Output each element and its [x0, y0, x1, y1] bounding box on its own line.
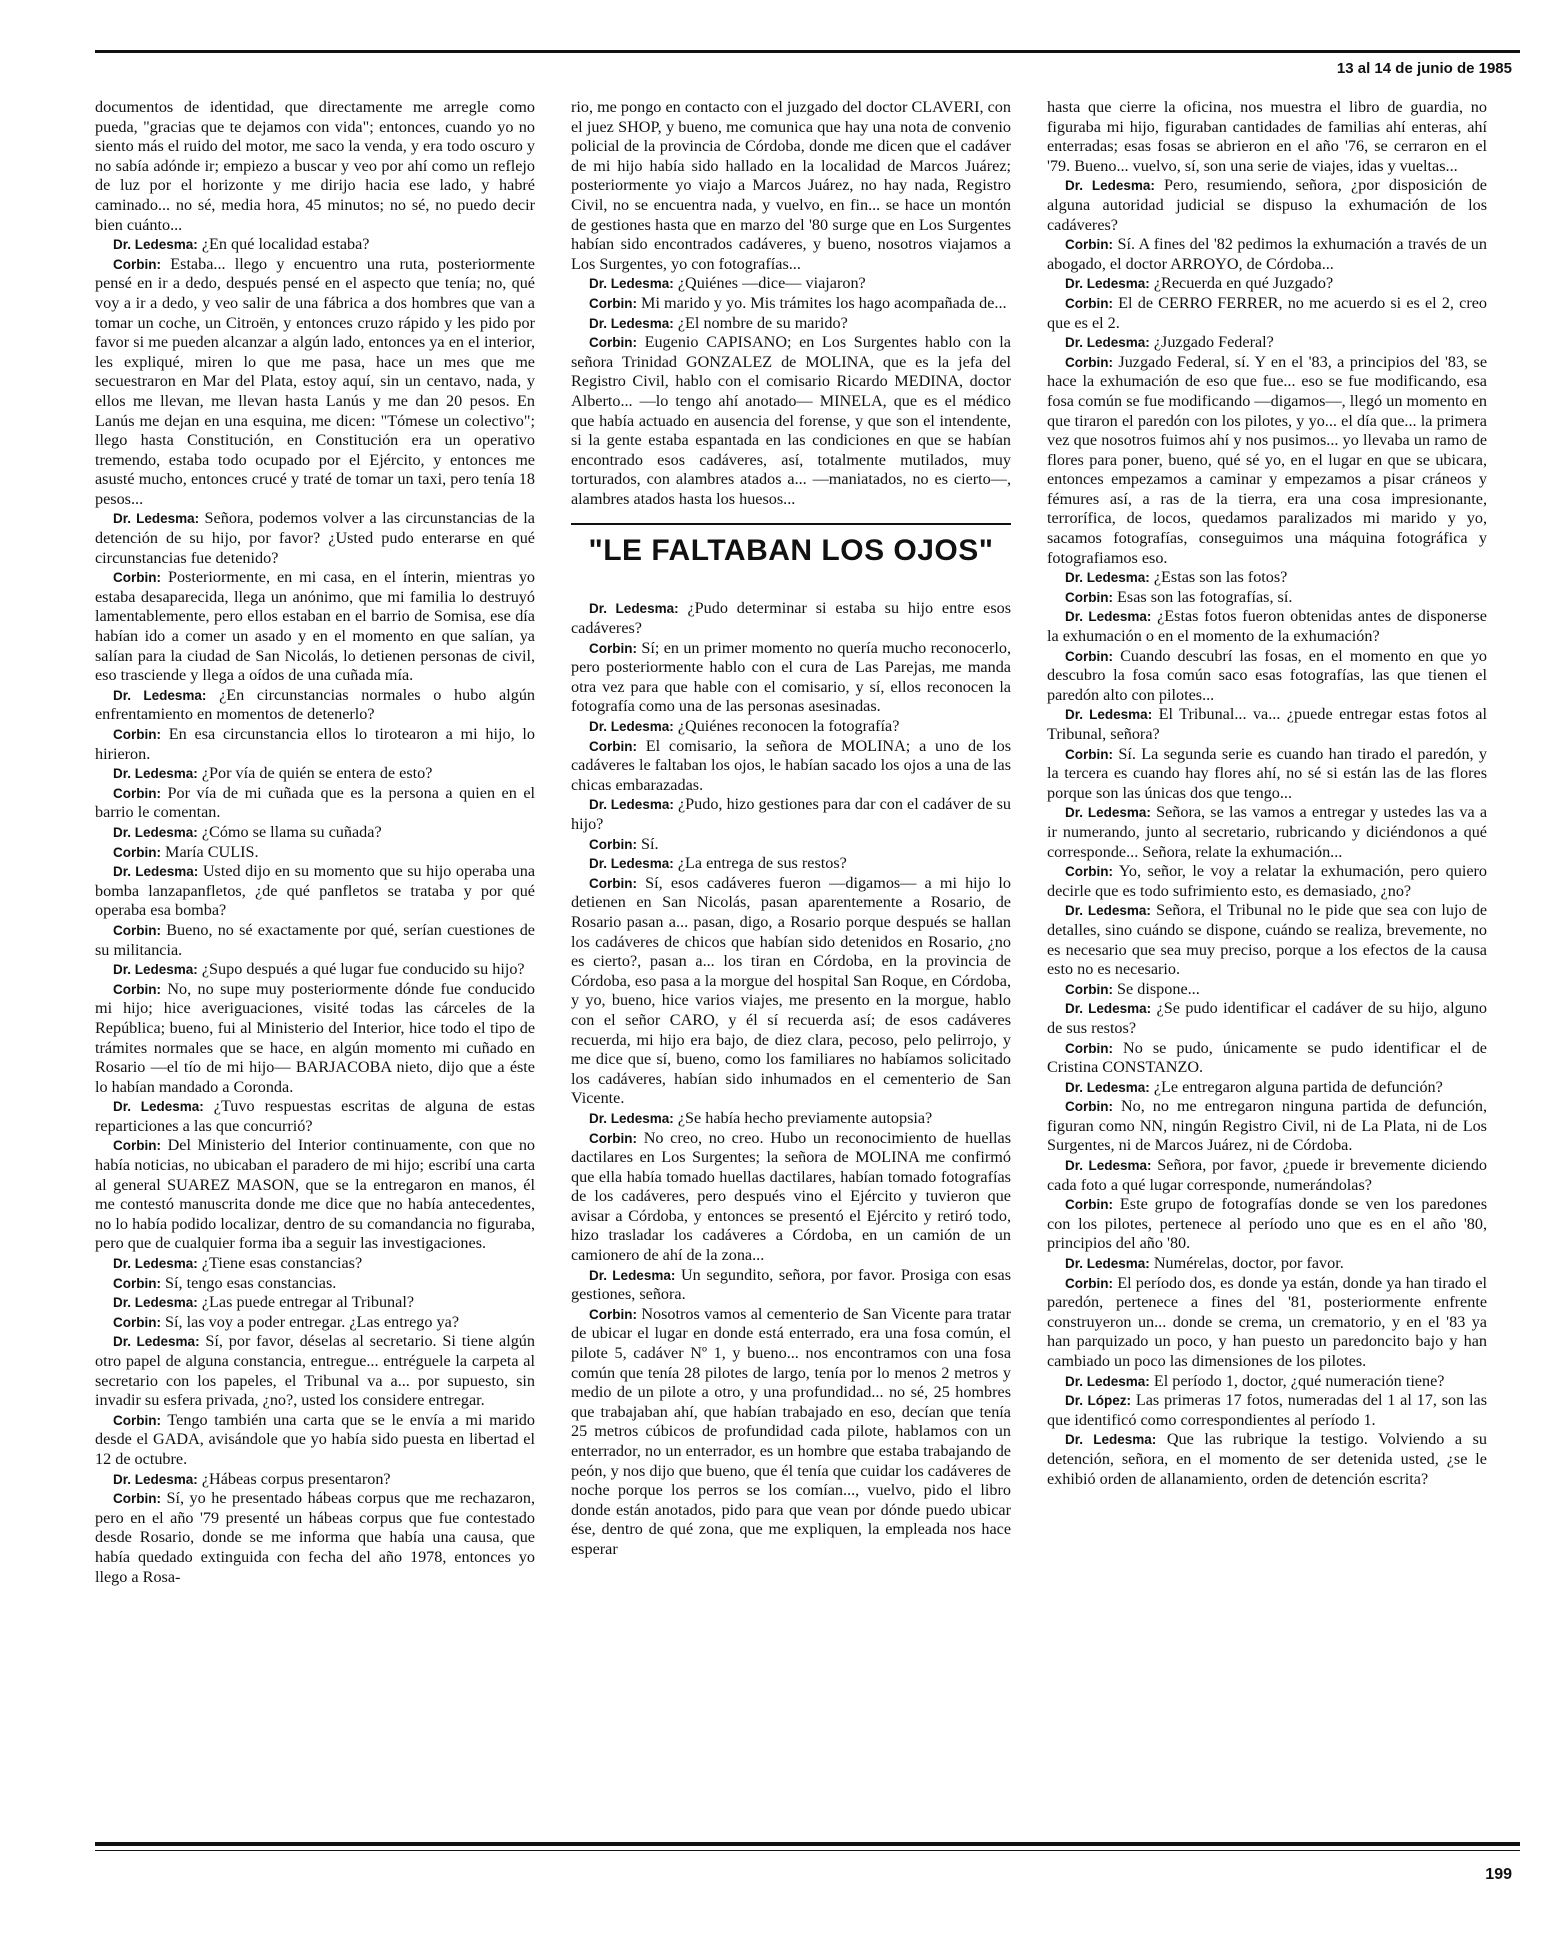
speaker-label: Corbin:: [1065, 295, 1113, 311]
speaker-label: Corbin:: [113, 1412, 161, 1428]
paragraph-text: Usted dijo en su momento que su hijo operaba una bomba lanzapanfletos, ¿de qué panfletos se trataba y por qué operaba esa bomba?: [95, 862, 535, 920]
paragraph-text: El de CERRO FERRER, no me acuerdo si es el 2, creo que es el 2.: [1047, 293, 1487, 332]
speaker-label: Dr. Ledesma:: [1065, 1373, 1150, 1389]
paragraph-text: Señora, por favor, ¿puede ir brevemente diciendo cada foto a qué lugar corresponde, numerándolas?: [1047, 1156, 1487, 1194]
speaker-label: Dr. Ledesma:: [589, 276, 674, 292]
paragraph-text: ¿En circunstancias normales o hubo algún enfrentamiento en momentos de detenerlo?: [95, 685, 535, 724]
speaker-label: Dr. López:: [1065, 1393, 1132, 1409]
paragraph-text: En esa circunstancia ellos lo tirotearon a mi hijo, lo hirieron.: [95, 725, 535, 763]
top-rule: [95, 50, 1520, 53]
speaker-label: Dr. Ledesma:: [1065, 609, 1152, 625]
paragraph-text: María CULIS.: [165, 842, 259, 861]
speaker-label: Dr. Ledesma:: [113, 687, 207, 703]
speaker-label: Corbin:: [113, 570, 161, 586]
speaker-label: Corbin:: [589, 836, 637, 852]
speaker-label: Corbin:: [589, 1306, 637, 1322]
speaker-label: Corbin:: [113, 981, 161, 997]
speaker-label: Corbin:: [589, 640, 637, 656]
paragraph-text: Yo, señor, le voy a relatar la exhumación, pero quiero decirle que es todo sufrimiento esto, es demasiado, ¿no?: [1047, 862, 1487, 900]
paragraph-text: ¿Supo después a qué lugar fue conducido su hijo?: [201, 960, 525, 979]
transcript-paragraph: [1047, 235, 1487, 274]
speaker-label: Corbin:: [1065, 589, 1113, 605]
speaker-label: Corbin:: [1065, 1275, 1113, 1291]
header-date: 13 al 14 de junio de 1985: [1336, 60, 1512, 77]
speaker-label: Corbin:: [1065, 648, 1113, 664]
transcript-paragraph: [571, 1109, 1011, 1129]
speaker-label: Corbin:: [113, 1314, 161, 1330]
column-3: [1047, 98, 1487, 1838]
paragraph-text: El período 1, doctor, ¿qué numeración tiene?: [1153, 1371, 1445, 1390]
paragraph-text: Se dispone...: [1117, 979, 1200, 998]
paragraph-text: Las primeras 17 fotos, numeradas del 1 al 17, son las que identificó como correspondientes al período 1.: [1047, 1391, 1487, 1429]
paragraph-text: ¿En qué localidad estaba?: [201, 235, 370, 254]
paragraph-text: Sí. A fines del '82 pedimos la exhumación a través de un abogado, el doctor ARROYO, de Córdoba...: [1047, 235, 1487, 273]
transcript-paragraph: [95, 725, 535, 764]
transcript-paragraph: [1047, 1195, 1487, 1254]
transcript-paragraph: [1047, 176, 1487, 235]
paragraph-text: ¿Pudo, hizo gestiones para dar con el cadáver de su hijo?: [571, 795, 1011, 833]
transcript-paragraph: [571, 1129, 1011, 1266]
transcript-paragraph: [571, 717, 1011, 737]
paragraph-text: hasta que cierre la oficina, nos muestra el libro de guardia, no figuraba mi hijo, figuraban cantidades de familias ahí enteras, ahí enterradas; esas fosas se abrieron en el año '76, se cerraron en el '79. Bueno... vuelvo, sí, son una serie de viajes, idas y vueltas...: [1047, 98, 1487, 175]
speaker-label: Dr. Ledesma:: [1065, 1432, 1157, 1448]
transcript-paragraph: [571, 874, 1011, 1109]
paragraph-text: ¿Pudo determinar si estaba su hijo entre esos cadáveres?: [571, 599, 1011, 638]
paragraph-text: Sí, yo he presentado hábeas corpus que me rechazaron, pero en el año '79 presenté un hábeas corpus que fue contestado desde Rosario, donde se me informa que había una causa, que había quedado extinguida con fecha del año 1978, entonces yo llego a Rosa-: [95, 1489, 535, 1586]
transcript-paragraph: [1047, 333, 1487, 353]
transcript-paragraph: [95, 823, 535, 843]
transcript-paragraph: [95, 1313, 535, 1333]
speaker-label: Dr. Ledesma:: [113, 824, 198, 840]
speaker-label: Dr. Ledesma:: [113, 864, 199, 880]
paragraph-text: Estaba... llego y encuentro una ruta, posteriormente pensé en ir a dedo, después pensé en el aspecto que tenía; no, qué voy a ir a dedo, y veo salir de una fábrica a dos hombres que van a tomar un coche, un Citroën, y entonces cruzo rápido y les pido por favor si me pueden alcanzar a algún lado, entonces ya en el interior, les expliqué, miren lo que me pasa, hace un mes que me secuestraron en Mar del Plata, estoy aquí, sin un centavo, nada, y ellos me llevan, me llevan hasta Lanús y me dan 20 pesos. En Lanús me dejan en una esquina, me dicen: "Tómese un colectivo"; llego hasta Constitución, en Constitución era un operativo tremendo, estaba todo ocupado por el Ejército, y entonces me asusté mucho, entonces crucé y traté de tomar un taxi, pero tenía 18 pesos...: [95, 254, 535, 508]
transcript-paragraph: [1047, 1097, 1487, 1156]
paragraph-text: ¿Cómo se llama su cuñada?: [201, 822, 382, 841]
transcript-paragraph: [571, 1266, 1011, 1305]
paragraph-text: Bueno, no sé exactamente por qué, serían cuestiones de su militancia.: [95, 920, 535, 959]
speaker-label: Dr. Ledesma:: [1065, 335, 1150, 351]
transcript-paragraph: [95, 1411, 535, 1470]
transcript-paragraph: [1047, 1039, 1487, 1078]
speaker-label: Dr. Ledesma:: [113, 1099, 204, 1115]
paragraph-text: Numérelas, doctor, por favor.: [1153, 1254, 1344, 1273]
transcript-paragraph: [1047, 1254, 1487, 1274]
transcript-paragraph: [1047, 294, 1487, 333]
speaker-label: Corbin:: [1065, 981, 1113, 997]
paragraph-text: El período dos, es donde ya están, donde ya han tirado el paredón, pertenece a fines del '81, posteriormente enfrente construyeron un... donde se crema, un crematorio, y en el '83 ya han parquizado un poco, y han puesto un paredoncito bajo y han cambiado un poco las dimensiones de los pilotes.: [1047, 1273, 1487, 1370]
transcript-paragraph: [1047, 607, 1487, 646]
transcript-paragraph: [95, 255, 535, 510]
transcript-paragraph: [1047, 705, 1487, 744]
speaker-label: Corbin:: [113, 1138, 161, 1154]
speaker-label: Dr. Ledesma:: [1065, 1001, 1152, 1017]
transcript-paragraph: [95, 862, 535, 921]
paragraph-text: documentos de identidad, que directamente me arregle como pueda, "gracias que te dejamos con vida"; entonces, cuando yo no siento más el ruido del motor, me saco la venda, y era todo oscuro y no sabía adónde ir; empiezo a buscar y veo por ahí como un reflejo de luz por el horizonte y me dirijo hacia ese lado, y habré caminado... no sé, media hora, 45 minutos; no sé, no puedo decir bien cuánto...: [95, 98, 535, 234]
transcript-paragraph: [95, 980, 535, 1098]
paragraph-text: Sí, por favor, déselas al secretario. Si tiene algún otro papel de alguna constancia, entregue... entréguele la carpeta al secretario con los papeles, el Tribunal va a... por supuesto, sin invadir su esfera privada, ¿no?, usted los considere entregar.: [95, 1332, 535, 1410]
speaker-label: Dr. Ledesma:: [589, 1110, 674, 1126]
section-title: "LE FALTABAN LOS OJOS": [588, 534, 994, 568]
paragraph-text: Señora, se las vamos a entregar y ustedes las va a ir numerando, junto al secretario, rubricando y diciéndonos a qué corresponde... Señora, relate la exhumación...: [1047, 803, 1487, 861]
speaker-label: Dr. Ledesma:: [113, 766, 198, 782]
transcript-paragraph: [571, 98, 1011, 274]
transcript-paragraph: [571, 737, 1011, 796]
column-2: [571, 98, 1011, 1838]
paragraph-text: Sí, las voy a poder entregar. ¿Las entrego ya?: [165, 1312, 460, 1331]
transcript-paragraph: [571, 333, 1011, 509]
paragraph-text: Tengo también una carta que se le envía a mi marido desde el GADA, avisándole que yo había sido puesta en libertad el 12 de octubre.: [95, 1410, 535, 1468]
paragraph-text: Un segundito, señora, por favor. Prosiga con esas gestiones, señora.: [571, 1265, 1011, 1304]
bottom-rule: [95, 1842, 1520, 1846]
speaker-label: Corbin:: [113, 256, 161, 272]
speaker-label: Dr. Ledesma:: [589, 315, 674, 331]
transcript-paragraph: [95, 1293, 535, 1313]
transcript-paragraph: [1047, 803, 1487, 862]
transcript-paragraph: [1047, 1372, 1487, 1392]
speaker-label: Corbin:: [589, 1130, 637, 1146]
transcript-paragraph: [1047, 353, 1487, 569]
speaker-label: Corbin:: [113, 1275, 161, 1291]
transcript-paragraph: [95, 509, 535, 568]
transcript-paragraph: [1047, 999, 1487, 1038]
paragraph-text: Sí, esos cadáveres fueron —digamos— a mi hijo lo detienen en San Nicolás, pasan aparentemente a Rosario, de Rosario pasan a... pasan, digo, a Rosario porque después se hallan los cadáveres de chicos que habían sido detenidos en Rosario, ¿no es cierto?, pasan a... los tiran en Córdoba, en la provincia de Córdoba, eso pasa a la morgue del hospital San Roque, en Córdoba, y yo, bueno, hice varios viajes, me presento en la morgue, hablo con el señor CARO, y él sí recuerda así; de esos cadáveres recuerda, mi hijo era bajo, de diez clara, pecoso, pelo pelirrojo, y me dice que sí, bueno, como los familiares no habíamos solicitado los cadáveres, habían sido inhumados en el cementerio de San Vicente.: [571, 873, 1011, 1108]
paragraph-text: Esas son las fotografías, sí.: [1117, 587, 1293, 606]
paragraph-text: Pero, resumiendo, señora, ¿por disposición de alguna autoridad judicial se dispuso la exhumación de los cadáveres?: [1047, 176, 1487, 234]
speaker-label: Dr. Ledesma:: [1065, 276, 1150, 292]
page-number: 199: [1485, 1866, 1512, 1883]
speaker-label: Corbin:: [113, 922, 161, 938]
speaker-label: Corbin:: [1065, 864, 1113, 880]
speaker-label: Dr. Ledesma:: [1065, 1256, 1150, 1272]
paragraph-text: ¿Tuvo respuestas escritas de alguna de estas reparticiones a las que concurrió?: [95, 1097, 535, 1135]
speaker-label: Corbin:: [1065, 1197, 1113, 1213]
paragraph-text: Sí; en un primer momento no quería mucho reconocerlo, pero posteriormente hablo con el cura de Las Parejas, me manda otra vez para que hable con el comisario, y sí, ellos reconocen la fotografía como una de las personas asesinadas.: [571, 638, 1011, 716]
transcript-paragraph: [1047, 1391, 1487, 1430]
speaker-label: Dr. Ledesma:: [113, 237, 198, 253]
transcript-paragraph: [1047, 901, 1487, 979]
paragraph-text: ¿Le entregaron alguna partida de defunción?: [1153, 1077, 1443, 1096]
paragraph-text: ¿Estas fotos fueron obtenidas antes de disponerse la exhumación o en el momento de la exhumación?: [1047, 607, 1487, 646]
paragraph-text: ¿Las puede entregar al Tribunal?: [201, 1293, 415, 1312]
transcript-paragraph: [95, 843, 535, 863]
paragraph-text: El Tribunal... va... ¿puede entregar estas fotos al Tribunal, señora?: [1047, 705, 1487, 743]
speaker-label: Dr. Ledesma:: [589, 1267, 676, 1283]
transcript-paragraph: [571, 274, 1011, 294]
speaker-label: Corbin:: [589, 295, 637, 311]
transcript-paragraph: [95, 98, 535, 235]
paragraph-text: ¿Quiénes reconocen la fotografía?: [677, 717, 900, 736]
transcript-paragraph: [1047, 1078, 1487, 1098]
paragraph-text: ¿Recuerda en qué Juzgado?: [1153, 274, 1334, 293]
speaker-label: Corbin:: [589, 738, 637, 754]
speaker-label: Corbin:: [1065, 746, 1113, 762]
transcript-paragraph: [571, 835, 1011, 855]
article-columns: [95, 98, 1487, 1838]
paragraph-text: No, no me entregaron ninguna partida de defunción, figuran como NN, ningún Registro Civil, ni de La Plata, ni de Los Surgentes, ni de Marcos Juárez, ni de Córdoba.: [1047, 1097, 1487, 1155]
paragraph-text: ¿Se pudo identificar el cadáver de su hijo, alguno de sus restos?: [1047, 999, 1487, 1037]
bottom-rule-thin: [95, 1850, 1520, 1851]
transcript-paragraph: [95, 686, 535, 725]
speaker-label: Corbin:: [1065, 237, 1113, 253]
paragraph-text: No creo, no creo. Hubo un reconocimiento de huellas dactilares en Los Surgentes; la señora de MOLINA me confirmó que ella había tomado huellas dactilares, habían tomado fotografías de los cadáveres, pero después vino el Ejército y tuvieron que avisar a Córdoba, y entonces se presentó el Ejército y retiró todo, hizo trasladar los cadáveres a Córdoba, en un camión de un camionero de ahí de la zona...: [571, 1128, 1011, 1265]
speaker-label: Dr. Ledesma:: [589, 797, 674, 813]
speaker-label: Dr. Ledesma:: [1065, 570, 1150, 586]
transcript-paragraph: [1047, 588, 1487, 608]
speaker-label: Dr. Ledesma:: [113, 1256, 198, 1272]
speaker-label: Corbin:: [589, 335, 637, 351]
paragraph-text: No se pudo, únicamente se pudo identificar el de Cristina CONSTANZO.: [1047, 1038, 1487, 1077]
paragraph-text: No, no supe muy posteriormente dónde fue conducido mi hijo; hice averiguaciones, visité todas las cárceles de la República; bueno, fui al Ministerio del Interior, hice todo el tipo de trámites normales que se hace, en algún momento mi cuñado en Rosario —el tío de mi hijo— BARJACOBA nieto, dijo que a éste lo habían mandado a Coronda.: [95, 979, 535, 1096]
transcript-paragraph: [571, 639, 1011, 717]
speaker-label: Corbin:: [113, 785, 161, 801]
speaker-label: Corbin:: [1065, 1099, 1113, 1115]
transcript-paragraph: [571, 1305, 1011, 1560]
speaker-label: Corbin:: [1065, 354, 1113, 370]
speaker-label: Dr. Ledesma:: [113, 1334, 200, 1350]
transcript-paragraph: [571, 294, 1011, 314]
speaker-label: Dr. Ledesma:: [589, 601, 679, 617]
paragraph-text: ¿Estas son las fotos?: [1153, 568, 1288, 587]
paragraph-text: Posteriormente, en mi casa, en el ínterin, mientras yo estaba desaparecida, llega un anónimo, que mi familia lo destruyó lamentablemente, pero ellos estaban en el barrio de Somisa, ese día habían ido a comer un asado y en el momento en que salían, ya salían para la ciudad de San Nicolás, lo detienen personas de civil, eso trasciende y llega a oídos de una cuñada mía.: [95, 568, 535, 685]
transcript-paragraph: [571, 854, 1011, 874]
transcript-paragraph: [95, 1097, 535, 1136]
paragraph-text: rio, me pongo en contacto con el juzgado del doctor CLAVERI, con el juez SHOP, y bueno, me comunica que hay una nota de convenio policial de la provincia de Córdoba, donde me dicen que el cadáver de mi hijo había sido hallado en la localidad de Marcos Juárez; posteriormente yo viajo a Marcos Juárez, no hay nada, Registro Civil, no se encuentra nada, y vuelvo, en fin... se hace un montón de gestiones hasta que en marzo del '80 surge que en Los Surgentes habían sido encontrados cadáveres, y bueno, nosotros viajamos a Los Surgentes, yo con fotografías...: [571, 98, 1011, 273]
paragraph-text: Sí.: [641, 834, 659, 853]
speaker-label: Corbin:: [113, 1491, 161, 1507]
speaker-label: Dr. Ledesma:: [1065, 707, 1153, 723]
section-rule: [571, 523, 1011, 525]
paragraph-text: ¿Quiénes —dice— viajaron?: [677, 274, 866, 293]
transcript-paragraph: [1047, 98, 1487, 176]
transcript-paragraph: [95, 960, 535, 980]
speaker-label: Dr. Ledesma:: [1065, 178, 1155, 194]
transcript-paragraph: [571, 314, 1011, 334]
paragraph-text: ¿Se había hecho previamente autopsia?: [677, 1108, 933, 1127]
transcript-paragraph: [1047, 647, 1487, 706]
speaker-label: Dr. Ledesma:: [113, 1471, 198, 1487]
paragraph-text: Por vía de mi cuñada que es la persona a quien en el barrio le comentan.: [95, 783, 535, 822]
speaker-label: Corbin:: [589, 875, 637, 891]
paragraph-text: ¿Hábeas corpus presentaron?: [201, 1469, 391, 1488]
speaker-label: Dr. Ledesma:: [1065, 805, 1151, 821]
transcript-paragraph: [95, 764, 535, 784]
transcript-paragraph: [1047, 1156, 1487, 1195]
paragraph-text: Sí, tengo esas constancias.: [165, 1273, 337, 1292]
transcript-paragraph: [1047, 274, 1487, 294]
transcript-paragraph: [1047, 980, 1487, 1000]
transcript-paragraph: [1047, 1274, 1487, 1372]
transcript-paragraph: [1047, 745, 1487, 804]
speaker-label: Dr. Ledesma:: [589, 856, 674, 872]
speaker-label: Dr. Ledesma:: [113, 962, 198, 978]
speaker-label: Corbin:: [1065, 1040, 1113, 1056]
paragraph-text: Eugenio CAPISANO; en Los Surgentes hablo con la señora Trinidad GONZALEZ de MOLINA, que es la jefa del Registro Civil, hablo con el comisario Ricardo MEDINA, doctor Alberto... —lo tengo ahí anotado— MINELA, que es el médico que había actuado en ausencia del forense, y que son el intendente, si la gente estaba espantada en las condiciones en que se habían encontrado esos cadáveres, así, totalmente mutilados, muy torturados, con alambres atados a... —maniatados, no es cierto—, alambres atados hasta los huesos...: [571, 333, 1011, 508]
paragraph-text: ¿Juzgado Federal?: [1153, 333, 1274, 352]
transcript-paragraph: [95, 1136, 535, 1254]
transcript-paragraph: [571, 599, 1011, 638]
paragraph-text: Que las rubrique la testigo. Volviendo a su detención, señora, en el momento de ser detenida usted, ¿se le exhibió orden de allanamiento, orden de detención escrita?: [1047, 1430, 1487, 1488]
speaker-label: Dr. Ledesma:: [113, 1295, 198, 1311]
transcript-paragraph: [1047, 862, 1487, 901]
transcript-paragraph: [1047, 1430, 1487, 1489]
paragraph-text: ¿Tiene esas constancias?: [201, 1254, 363, 1273]
paragraph-text: Cuando descubrí las fosas, en el momento en que yo descubro la fosa común saco esas fotografías, las que tienen el paredón alto con pilotes...: [1047, 646, 1487, 704]
transcript-paragraph: [571, 795, 1011, 834]
paragraph-text: Del Ministerio del Interior continuamente, con que no había noticias, no ubicaban el paradero de mi hijo; escribí una carta al general SUAREZ MASON, que se la entregaron en manos, él me contestó manuscrita donde me dice que no había antecedentes, no lo había podido localizar, dentro de su comandancia no figuraba, pero que de cualquier forma iba a seguir las investigaciones.: [95, 1136, 535, 1253]
paragraph-text: ¿Por vía de quién se entera de esto?: [201, 764, 433, 783]
speaker-label: Corbin:: [113, 844, 161, 860]
paragraph-text: ¿La entrega de sus restos?: [677, 854, 847, 873]
column-2-bottom: [571, 599, 1011, 1559]
transcript-paragraph: [95, 784, 535, 823]
column-2-top: [571, 98, 1011, 509]
paragraph-text: Señora, podemos volver a las circunstancias de la detención de su hijo, por favor? ¿Usted pudo enterarse en qué circunstancias fue detenido?: [95, 509, 535, 567]
paragraph-text: Este grupo de fotografías donde se ven los paredones con los pilotes, pertenece al período uno que es en el año '80, principios del año '80.: [1047, 1195, 1487, 1253]
transcript-paragraph: [95, 1470, 535, 1490]
transcript-paragraph: [95, 235, 535, 255]
paragraph-text: Sí. La segunda serie es cuando han tirado el paredón, y la tercera es cuando hay flores ahí, no sé si están las de las flores porque son las únicas dos que tengo...: [1047, 744, 1487, 802]
speaker-label: Corbin:: [113, 727, 161, 742]
paragraph-text: Juzgado Federal, sí. Y en el '83, a principios del '83, se hace la exhumación de eso que fue... eso se fue modificando, esa fosa común se fue modificando —digamos—, llegó un momento en que tiraron el paredón con los pilotes, y yo... el día que... la primera vez que nosotros fuimos ahí y nos pusimos... yo llevaba un ramo de flores para poner, bueno, qué sé yo, en el lugar en que se ubicara, entonces empezamos a caminar y empezamos a pisar cráneos y fémures así, a ras de la tierra, era una cosa impresionante, terrorífica, de locos, quedamos paralizados mi marido y yo, sacamos fotografías, conseguimos una máquina fotográfica y fotografiamos eso.: [1047, 352, 1487, 567]
transcript-paragraph: [95, 1254, 535, 1274]
paragraph-text: Señora, el Tribunal no le pide que sea con lujo de detalles, sino cuándo se dispone, cuándo se realiza, brevemente, no es necesario que sea muy preciso, porque a los efectos de la causa esto no es necesario.: [1047, 901, 1487, 979]
transcript-paragraph: [1047, 568, 1487, 588]
speaker-label: Dr. Ledesma:: [113, 511, 200, 527]
paragraph-text: Mi marido y yo. Mis trámites los hago acompañada de...: [641, 293, 1007, 312]
paragraph-text: Nosotros vamos al cementerio de San Vicente para tratar de ubicar el lugar en donde está enterrado, era una fosa común, el pilote 5, cadáver Nº 1, y bueno... nos encontramos con una fosa común que tenía 28 pilotes de largo, tenía por lo menos 2 metros y medio de un pilote a otro, y una profundidad... no sé, 25 hombres que trabajaban ahí, que habían trabajado en eso, decían que tenía 25 metros cúbicos de profundidad cada pilote, hablamos con un enterrador, no un enterrador, es un hombre que estaba trabajando de peón, y nos dijo que bueno, que él tenía que cuidar los cadáveres de noche porque los perros se los comían..., vuelvo, pido el libro donde están anotados, pido para que vean por dónde puedo ubicar ése, dentro de qué zona, que me expliquen, la empleada nos hace esperar: [571, 1304, 1011, 1558]
transcript-paragraph: [95, 1274, 535, 1294]
speaker-label: Dr. Ledesma:: [589, 719, 674, 735]
speaker-label: Dr. Ledesma:: [1065, 903, 1151, 919]
transcript-paragraph: [95, 1332, 535, 1410]
transcript-paragraph: [95, 921, 535, 960]
speaker-label: Dr. Ledesma:: [1065, 1158, 1152, 1174]
transcript-paragraph: [95, 568, 535, 686]
paragraph-text: ¿El nombre de su marido?: [677, 313, 848, 332]
speaker-label: Dr. Ledesma:: [1065, 1079, 1150, 1095]
transcript-paragraph: [95, 1489, 535, 1587]
paragraph-text: El comisario, la señora de MOLINA; a uno de los cadáveres le faltaban los ojos, le habían sacado los ojos a una de las chicas embarazadas.: [571, 736, 1011, 794]
column-1: [95, 98, 535, 1838]
